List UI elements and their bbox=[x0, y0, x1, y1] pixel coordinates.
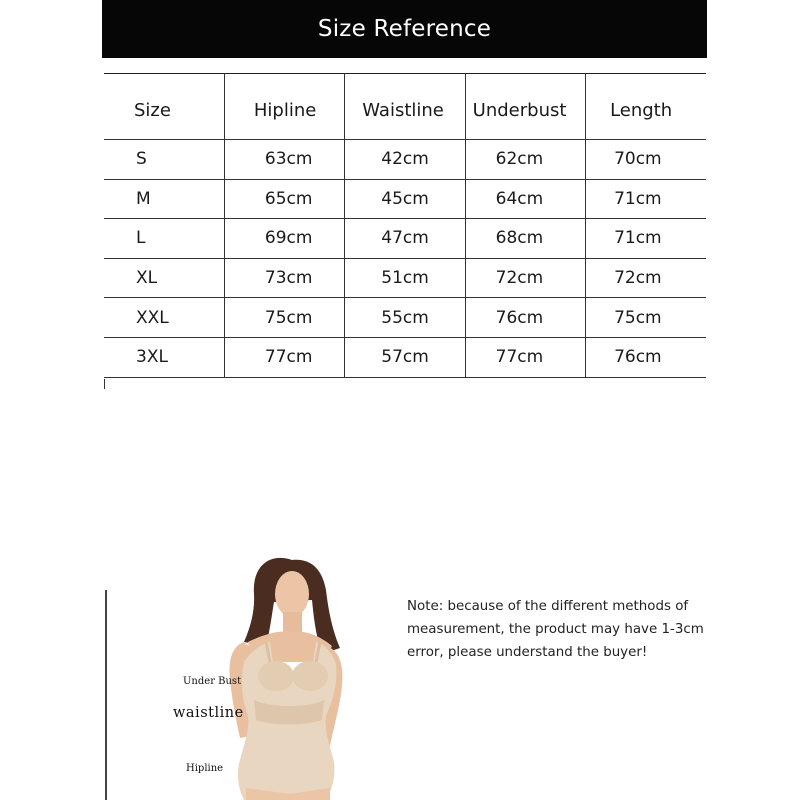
length-cell: 70cm bbox=[586, 140, 706, 180]
note-line: error, please understand the buyer! bbox=[407, 645, 648, 660]
note-line: Note: because of the different methods of bbox=[407, 599, 689, 614]
underbust-cell: 68cm bbox=[465, 219, 585, 259]
size-cell: M bbox=[104, 179, 224, 219]
waistline-cell: 47cm bbox=[345, 219, 465, 259]
size-cell: XXL bbox=[104, 298, 224, 338]
waistline-label: waistline bbox=[173, 705, 244, 721]
figure-divider bbox=[105, 590, 107, 800]
table-header-row bbox=[104, 74, 706, 140]
underbust-cell: 76cm bbox=[465, 298, 585, 338]
header-cell: Waistline bbox=[345, 74, 465, 140]
table-row bbox=[104, 337, 706, 377]
header-cell: Hipline bbox=[224, 74, 344, 140]
measurement-note bbox=[407, 595, 707, 664]
waistline-cell: 57cm bbox=[345, 337, 465, 377]
hipline-cell: 65cm bbox=[224, 179, 344, 219]
length-cell: 76cm bbox=[586, 337, 706, 377]
size-cell: S bbox=[104, 140, 224, 180]
size-chart-table bbox=[104, 73, 706, 378]
header-cell: Underbust bbox=[465, 74, 585, 140]
hipline-cell: 77cm bbox=[224, 337, 344, 377]
hipline-cell: 63cm bbox=[224, 140, 344, 180]
underbust-label: Under Bust bbox=[183, 676, 242, 687]
underbust-cell: 64cm bbox=[465, 179, 585, 219]
model-neck bbox=[283, 612, 302, 634]
model-face bbox=[275, 571, 309, 617]
waistline-cell: 51cm bbox=[345, 258, 465, 298]
size-cell: XL bbox=[104, 258, 224, 298]
table-row bbox=[104, 298, 706, 338]
waistline-cell: 42cm bbox=[345, 140, 465, 180]
table-border-tail bbox=[104, 379, 105, 389]
underbust-cell: 77cm bbox=[465, 337, 585, 377]
title-banner bbox=[102, 0, 707, 58]
table-row bbox=[104, 140, 706, 180]
header-cell: Length bbox=[586, 74, 706, 140]
note-line: measurement, the product may have 1-3cm bbox=[407, 622, 704, 637]
waistline-cell: 45cm bbox=[345, 179, 465, 219]
size-cell: L bbox=[104, 219, 224, 259]
size-cell: 3XL bbox=[104, 337, 224, 377]
model-photo bbox=[140, 550, 380, 800]
table-row bbox=[104, 258, 706, 298]
hipline-label: Hipline bbox=[186, 763, 224, 774]
hipline-cell: 73cm bbox=[224, 258, 344, 298]
table-row bbox=[104, 219, 706, 259]
model-bust-right bbox=[292, 661, 328, 691]
length-cell: 75cm bbox=[586, 298, 706, 338]
model-bust-left bbox=[258, 661, 294, 691]
header-cell: Size bbox=[104, 74, 224, 140]
banner-title: Size Reference bbox=[317, 16, 492, 42]
length-cell: 71cm bbox=[586, 179, 706, 219]
hipline-cell: 75cm bbox=[224, 298, 344, 338]
hipline-cell: 69cm bbox=[224, 219, 344, 259]
length-cell: 71cm bbox=[586, 219, 706, 259]
underbust-cell: 72cm bbox=[465, 258, 585, 298]
underbust-cell: 62cm bbox=[465, 140, 585, 180]
waistline-cell: 55cm bbox=[345, 298, 465, 338]
length-cell: 72cm bbox=[586, 258, 706, 298]
table-row bbox=[104, 179, 706, 219]
